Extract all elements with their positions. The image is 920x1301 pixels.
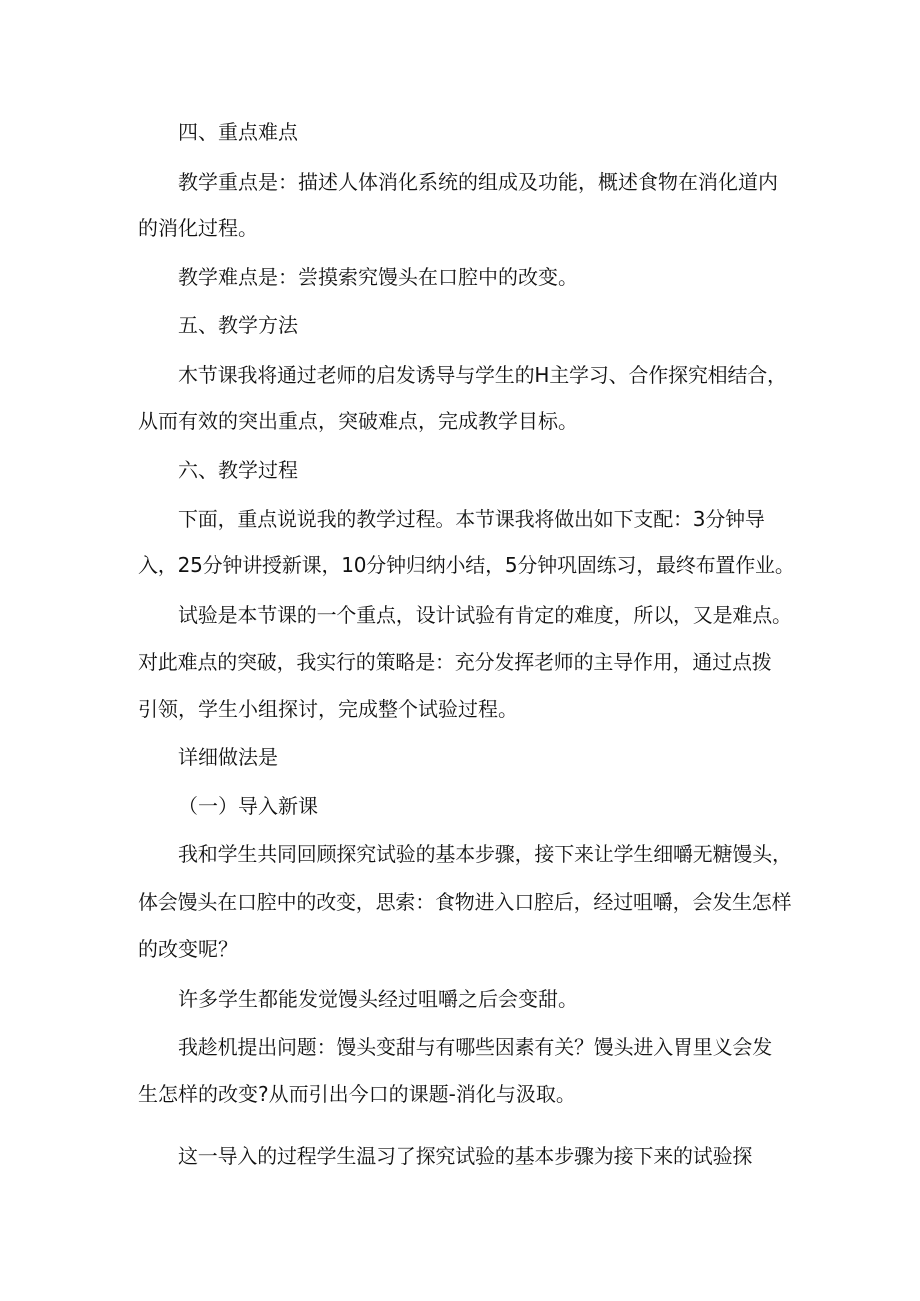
paragraph-line: 入，25分钟讲授新课，10分钟归纳小结，5分钟巩固练习，最终布置作业。 [138,553,795,577]
paragraph-line: 教学重点是：描述人体消化系统的组成及功能，概述食物在消化道内 [178,170,778,194]
paragraph-line: 体会馒头在口腔中的改变，思索：食物进入口腔后，经过咀嚼，会发生怎样 [138,890,792,914]
paragraph-line: 木节课我将通过老师的启发诱导与学生的H主学习、合作探究相结合， [178,363,787,387]
section-heading-methods: 五、教学方法 [178,313,298,337]
section-heading-process: 六、教学过程 [178,458,298,482]
paragraph-line: 的改变呢？ [138,937,238,961]
subsection-heading-introduction: （一）导入新课 [178,794,318,818]
paragraph-line: 生怎样的改变?从而引出今口的课题-消化与汲取。 [138,1082,576,1106]
paragraph-line: 详细做法是 [178,745,278,769]
paragraph-line: 教学难点是：尝摸索究馒头在口腔中的改变。 [178,265,578,289]
paragraph-line: 我趁机提出问题：馒头变甜与有哪些因素有关？馒头进入胃里义会发 [178,1035,772,1059]
paragraph-line: 试验是本节课的一个重点，设计试验有肯定的难度，所以，又是难点。 [178,603,792,627]
paragraph-line: 这一导入的过程学生温习了探究试验的基本步骤为接下来的试验探 [178,1144,753,1168]
paragraph-line: 对此难点的突破，我实行的策略是：充分发挥老师的主导作用，通过点拨 [138,650,772,674]
paragraph-line: 引领，学生小组探讨，完成整个试验过程。 [138,697,518,721]
paragraph-line: 从而有效的突出重点，突破难点，完成教学目标。 [138,409,578,433]
paragraph-line: 我和学生共同回顾探究试验的基本步骤，接下来让学生细嚼无糖馒头， [178,842,792,866]
paragraph-line: 的消化过程。 [138,216,258,240]
section-heading-key-points: 四、重点难点 [178,120,298,144]
paragraph-line: 许多学生都能发觉馒头经过咀嚼之后会变甜。 [178,987,578,1011]
paragraph-line: 下面，重点说说我的教学过程。本节课我将做出如下支配：3分钟导 [178,507,765,531]
